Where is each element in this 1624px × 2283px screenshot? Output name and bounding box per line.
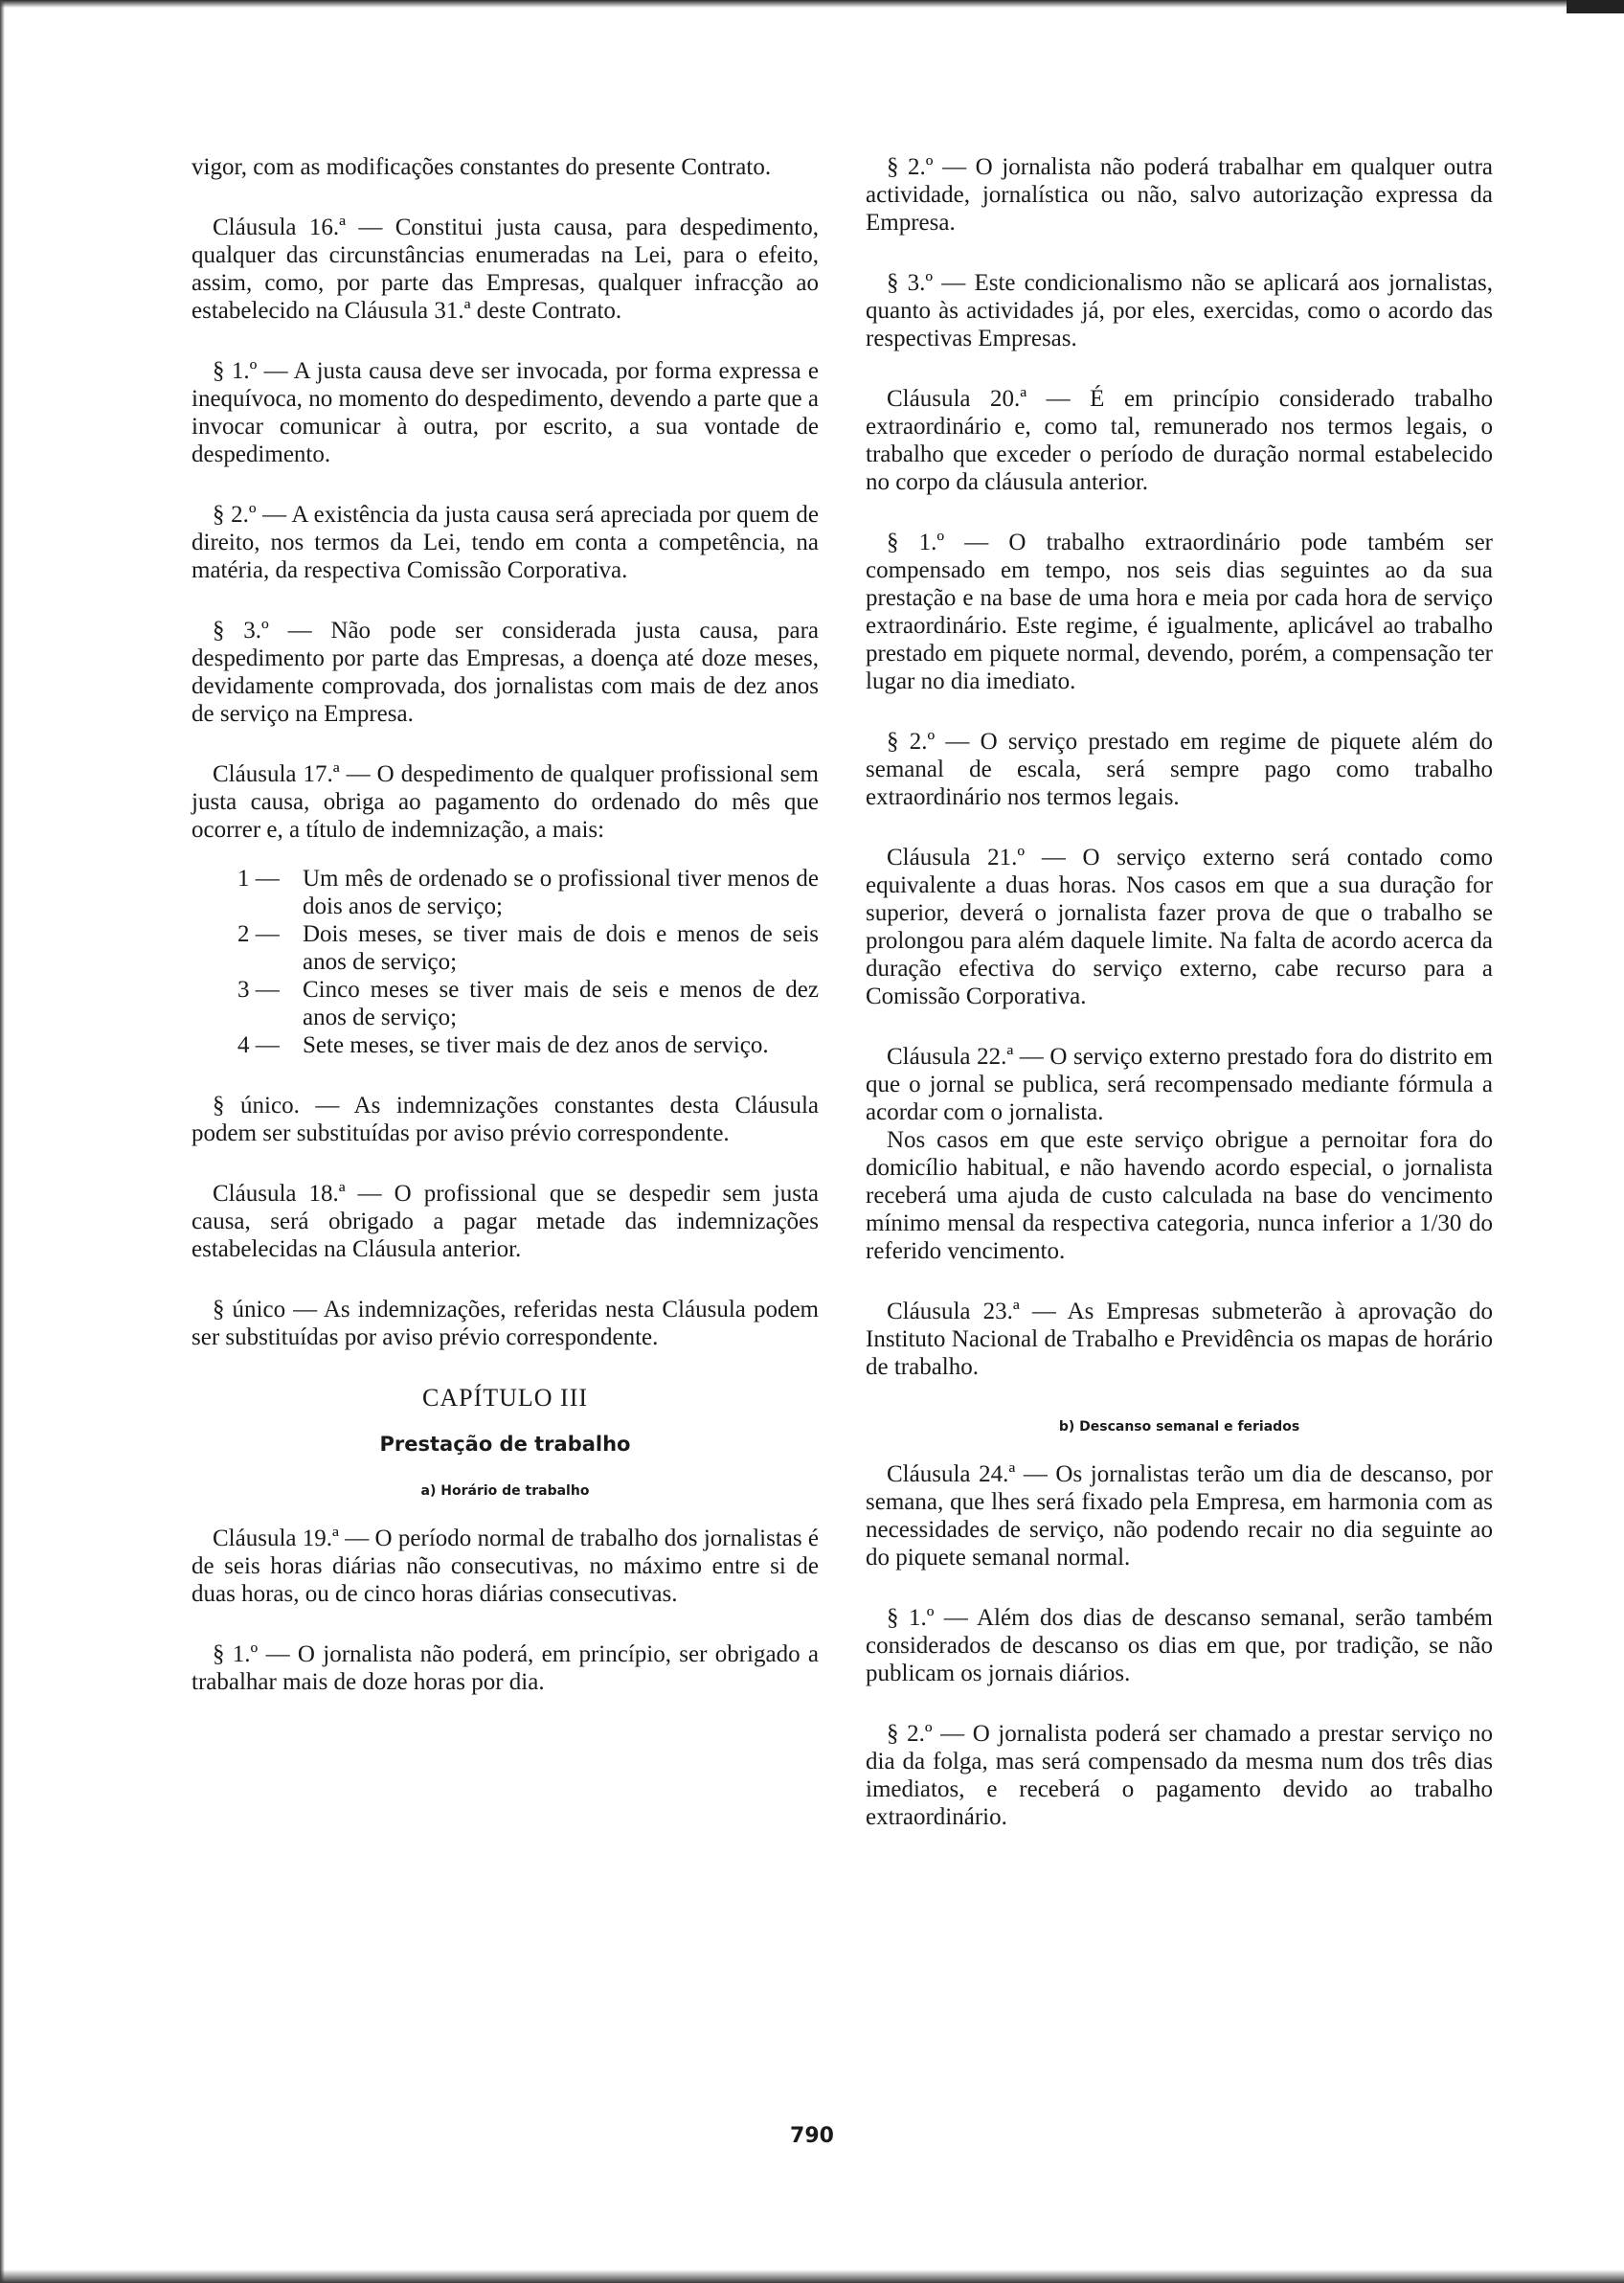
clause-16: Cláusula 16.ª — Constitui justa causa, para despedimento, qualquer das circunstâncias enumeradas na Lei, para o efeito, assim, como, por parte das Empresas, qualquer infracção ao estabelecido na Cláusula 31.ª deste Contrato.	[192, 215, 819, 324]
clause-21: Cláusula 21.º — O serviço externo será contado como equivalente a duas horas. Nos casos em que a sua duração for superior, deverá o jornalista fazer prova de que o trabalho se prolongou para além daquele limite. Na falta de acordo acerca da duração efectiva do serviço externo, cabe recurso para a Comissão Corporativa.	[866, 845, 1493, 1009]
right-column	[866, 153, 1493, 1864]
clause-19-par-2: § 2.º — O jornalista não poderá trabalhar em qualquer outra actividade, jornalística ou não, salvo autorização expressa da Empresa.	[866, 154, 1493, 236]
scan-edge-top	[0, 0, 1624, 8]
page-number: 790	[790, 2124, 834, 2148]
clause-19: Cláusula 19.ª — O período normal de trabalho dos jornalistas é de seis horas diárias não consecutivas, no máximo entre si de duas horas, ou de cinco horas diárias consecutivas.	[192, 1526, 819, 1607]
chapter-heading: CAPÍTULO III	[421, 1384, 589, 1412]
clause-17-sole-paragraph: § único. — As indemnizações constantes desta Cláusula podem ser substituídas por aviso prévio correspondente.	[192, 1093, 819, 1146]
clause-19-par-1: § 1.º — O jornalista não poderá, em princípio, ser obrigado a trabalhar mais de doze horas por dia.	[192, 1641, 819, 1695]
list-item: 2 — Dois meses, se tiver mais de dois e menos de seis anos de serviço;	[237, 921, 819, 975]
list-item: 4 — Sete meses, se tiver mais de dez anos de serviço.	[237, 1032, 769, 1058]
clause-19-par-3: § 3.º — Este condicionalismo não se aplicará aos jornalistas, quanto às actividades já, por eles, exercidas, como o acordo das respectivas Empresas.	[866, 270, 1493, 351]
clause-20: Cláusula 20.ª — É em princípio considerado trabalho extraordinário e, como tal, remunerado nos termos legais, o trabalho que exceder o período de duração normal estabelecido no corpo da cláusula anterior.	[866, 386, 1493, 495]
clause-24-par-1: § 1.º — Além dos dias de descanso semanal, serão também considerados de descanso os dias em que, por tradição, se não publicam os jornais diários.	[866, 1605, 1493, 1686]
clause-23: Cláusula 23.ª — As Empresas submeterão à aprovação do Instituto Nacional de Trabalho e Previdência os mapas de horário de trabalho.	[866, 1299, 1493, 1380]
scan-corner-mark	[1567, 0, 1624, 13]
clause-18-sole-paragraph: § único — As indemnizações, referidas nesta Cláusula podem ser substituídas por aviso prévio correspondente.	[192, 1297, 819, 1350]
left-column	[192, 153, 819, 1729]
clause-16-par-3: § 3.º — Não pode ser considerada justa causa, para despedimento por parte das Empresas, a doença até doze meses, devidamente comprovada, dos jornalistas com mais de dez anos de serviço na Empresa.	[192, 618, 819, 727]
paragraph: vigor, com as modificações constantes do presente Contrato.	[192, 154, 772, 180]
subsection-heading: a) Horário de trabalho	[420, 1483, 590, 1499]
clause-24-par-2: § 2.º — O jornalista poderá ser chamado a prestar serviço no dia da folga, mas será compensado da mesma num dos três dias imediatos, e receberá o pagamento devido ao trabalho extraordinário.	[866, 1721, 1493, 1830]
clause-20-par-2: § 2.º — O serviço prestado em regime de piquete além do semanal de escala, será sempre pago como trabalho extraordinário nos termos legais.	[866, 729, 1493, 810]
clause-20-par-1: § 1.º — O trabalho extraordinário pode também ser compensado em tempo, nos seis dias seguintes ao da sua prestação e na base de uma hora e meia por cada hora de serviço extraordinário. Este regime, é igualmente, aplicável ao trabalho prestado em piquete normal, devendo, porém, a compensação ter lugar no dia imediato.	[866, 530, 1493, 694]
clause-18: Cláusula 18.ª — O profissional que se despedir sem justa causa, será obrigado a pagar metade das indemnizações estabelecidas na Cláusula anterior.	[192, 1181, 819, 1262]
clause-16-par-1: § 1.º — A justa causa deve ser invocada, por forma expressa e inequívoca, no momento do despedimento, devendo a parte que a invocar comunicar à outra, por escrito, a sua vontade de despedimento.	[192, 358, 819, 467]
clause-24: Cláusula 24.ª — Os jornalistas terão um dia de descanso, por semana, que lhes será fixado pela Empresa, em harmonia com as necessidades de serviço, não podendo recair no dia seguinte ao do piquete semanal normal.	[866, 1461, 1493, 1571]
indemnity-list	[192, 865, 819, 1059]
clause-22: Cláusula 22.ª — O serviço externo prestado fora do distrito em que o jornal se publica, será recompensado mediante fórmula a acordar com o jornalista.	[866, 1044, 1493, 1125]
clause-22-continued: Nos casos em que este serviço obrigue a pernoitar fora do domicílio habitual, e não havendo acordo especial, o jornalista receberá uma ajuda de custo calculada na base do vencimento mínimo mensal da respectiva categoria, nunca inferior a 1/30 do referido vencimento.	[866, 1127, 1493, 1264]
clause-16-par-2: § 2.º — A existência da justa causa será apreciada por quem de direito, nos termos da Lei, tendo em conta a competência, na matéria, da respectiva Comissão Corporativa.	[192, 502, 819, 583]
clause-17: Cláusula 17.ª — O despedimento de qualquer profissional sem justa causa, obriga ao pagamento do ordenado do mês que ocorrer e, a título de indemnização, a mais:	[192, 761, 819, 843]
list-item: 1 — Um mês de ordenado se o profissional tiver menos de dois anos de serviço;	[237, 866, 819, 919]
scan-edge-bottom	[0, 2270, 1624, 2283]
list-item: 3 — Cinco meses se tiver mais de seis e menos de dez anos de serviço;	[237, 977, 819, 1030]
scan-edge-left	[0, 0, 5, 2283]
section-heading: Prestação de trabalho	[379, 1433, 631, 1456]
subsection-heading: b) Descanso semanal e feriados	[1058, 1419, 1300, 1435]
